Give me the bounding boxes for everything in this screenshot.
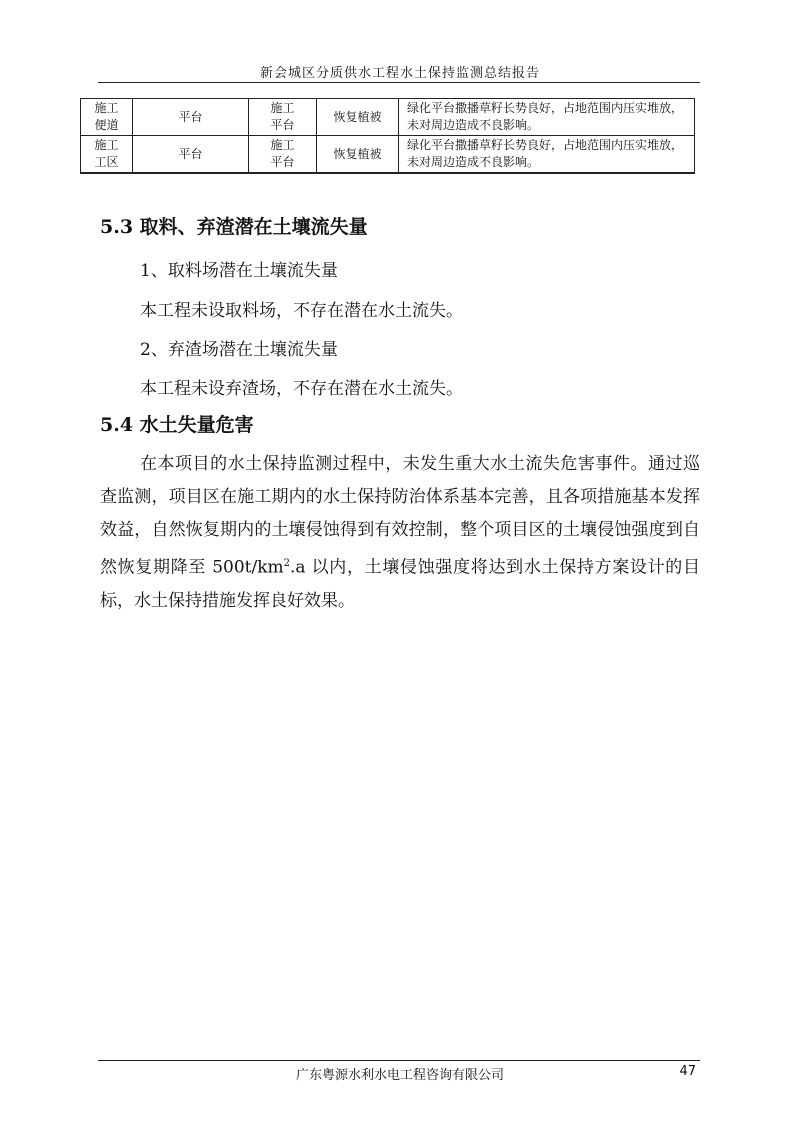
section-5-4-heading: 5.4 水土失量危害	[100, 414, 254, 436]
cell-status: 绿化平台撒播草籽长势良好，占地范围内压实堆放，未对周边造成不良影响。	[399, 99, 695, 136]
cell-location: 平台	[133, 99, 249, 136]
paragraph-text-part1: 在本项目的水土保持监测过程中，未发生重大水土流失危害事件。通过巡查监测，项目区在施工期内的水土保持防治体系基本完善，且各项措施基本发挥效益，自然恢复期内的土壤侵蚀得到有效控制，整个项目区的土壤侵蚀强度到自然恢复期降至 500t/km	[100, 454, 700, 578]
paragraph-text-part2: .a 以内，土壤侵蚀强度将达到水土保持方案设计的目标，水土保持措施发挥良好效果。	[100, 557, 700, 611]
item-2-body: 本工程未设弃渣场，不存在潜在水土流失。	[140, 379, 463, 399]
cell-measure: 恢复植被	[317, 99, 399, 136]
cell-phase: 施工 平台	[249, 136, 317, 174]
footer-divider	[98, 1060, 700, 1061]
cell-measure: 恢复植被	[317, 136, 399, 174]
section-5-3-heading: 5.3 取料、弃渣潜在土壤流失量	[100, 216, 368, 238]
section-5-4-paragraph	[100, 448, 700, 618]
cell-status: 绿化平台撒播草籽长势良好，占地范围内压实堆放，未对周边造成不良影响。	[399, 136, 695, 174]
cell-location: 平台	[133, 136, 249, 174]
item-2-title: 2、弃渣场潜在土壤流失量	[140, 340, 338, 360]
cell-phase: 施工 平台	[249, 99, 317, 136]
page-header-title: 新会城区分质供水工程水土保持监测总结报告	[259, 66, 540, 81]
page-number: 47	[679, 1064, 696, 1079]
item-1-title: 1、取料场潜在土壤流失量	[140, 261, 338, 281]
footer-company: 广东粤源水利水电工程咨询有限公司	[295, 1068, 504, 1083]
cell-area: 施工 工区	[81, 136, 133, 174]
cell-area: 施工 便道	[81, 99, 133, 136]
monitoring-table	[80, 98, 695, 174]
header-divider	[98, 82, 700, 83]
table-row	[81, 99, 695, 136]
item-1-body: 本工程未设取料场，不存在潜在水土流失。	[140, 301, 463, 321]
unit-superscript: 2	[283, 558, 290, 569]
table-row	[81, 136, 695, 174]
